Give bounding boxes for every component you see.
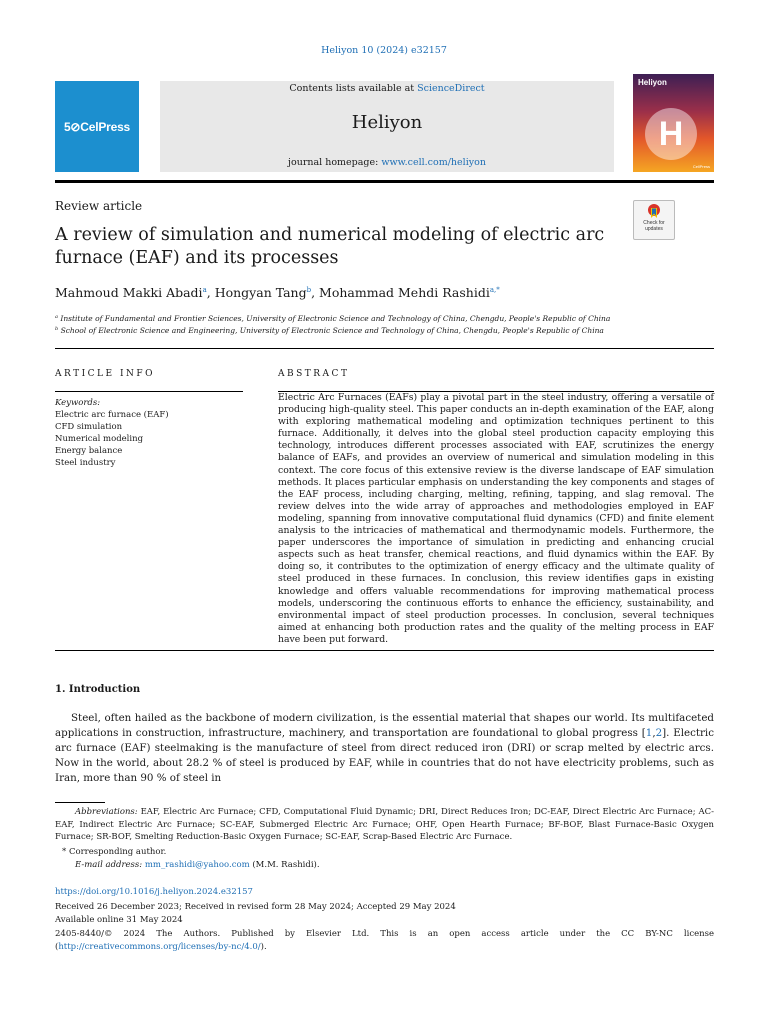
affiliation-a	[55, 314, 610, 323]
affiliation-mark: b	[55, 326, 59, 332]
abstract-text: Electric Arc Furnaces (EAFs) play a pivotal part in the steel industry, offering a versatile of producing high-quality steel. This paper conducts an in-depth examination of the EAF, along with exploring mathematical modeling and optimization techniques pertinent to this furnace. Additionally, it delves into the global steel production capacity employing this technology, introduces different processes associated with EAF, scrutinizes the energy balance of EAFs, and provides an overview of numerical and simulation modeling in this context. The core focus of this extensive review is the diverse landscape of EAF simulation methods. It places particular emphasis on understanding the key components and stages of the EAF process, including charging, melting, refining, tapping, and slag removal. The review delves into the wide array of approaches and methodologies employed in EAF modeling, spanning from innovative computational fluid dynamics (CFD) and finite element analysis to the intricacies of mathematical and thermodynamic models. Furthermore, the paper underscores the importance of simulation in predicting and enhancing crucial aspects such as heat transfer, chemical reactions, and fluid dynamics within the EAF. By doing so, it contributes to the optimization of energy efficacy and the ultimate quality of steel produced in these furnaces. In conclusion, this review identifies gaps in existing knowledge and offers valuable recommendations for improving mathematical process models, underscoring the continuous efforts to enhance the efficiency, sustainability, and environmental impact of steel production processes. In conclusion, several techniques aimed at enhancing both production rates and the quality of the melting process in EAF have been put forward.	[278, 392, 714, 645]
divider	[55, 391, 243, 392]
homepage-line	[160, 157, 614, 168]
cover-footer: CellPress	[692, 164, 710, 169]
email-link[interactable]: mm_rashidi@yahoo.com	[144, 860, 250, 870]
citation-separator: ,	[652, 727, 656, 739]
cover-letter: H	[658, 114, 684, 153]
divider	[55, 650, 714, 651]
keywords-block	[55, 397, 169, 469]
author-affil-mark[interactable]: a	[202, 286, 207, 294]
keyword: Numerical modeling	[55, 434, 144, 444]
license-link[interactable]: http://creativecommons.org/licenses/by-nc/4.0/	[58, 941, 261, 952]
journal-name: Heliyon	[351, 112, 423, 133]
author-name[interactable]: Hongyan Tang	[214, 285, 307, 300]
divider	[55, 348, 714, 349]
abbreviations-text: EAF, Electric Arc Furnace; CFD, Computational Fluid Dynamic; DRI, Direct Reduces Iron; DC-EAF, Direct Electric Arc Furnace; AC-EAF, Indirect Electric Arc Furnace; SC-EAF, Submerged Electric Arc Furnace; OHF, Open Hearth Furnace; BF-BOF, Blast Furnace-Basic Oxygen Furnace; SR-BOF, Smelting Reduction-Basic Oxygen Furnace; SC-EAF, Scrap-Based Electric Arc Furnace.	[55, 807, 714, 842]
check-for-updates-button[interactable]	[633, 200, 675, 240]
sciencedirect-link[interactable]: ScienceDirect	[417, 83, 485, 94]
email-line	[75, 860, 320, 870]
author-name[interactable]: Mahmoud Makki Abadi	[55, 285, 203, 300]
journal-cover[interactable]	[633, 74, 714, 172]
corresponding-author-note: * Corresponding author.	[62, 847, 167, 857]
journal-reference[interactable]: Heliyon 10 (2024) e32157	[321, 45, 447, 56]
author-affil-mark[interactable]: b	[306, 286, 312, 294]
author-separator: ,	[311, 285, 320, 300]
intro-text-part: Steel, often hailed as the backbone of modern civilization, is the essential material that shapes our world. Its multifaceted applications in construction, infrastructure, machinery, and transportation are foundational to global progress [	[55, 712, 714, 739]
keyword: CFD simulation	[55, 422, 123, 432]
affiliation-b	[55, 326, 604, 335]
license-end: ).	[260, 941, 267, 952]
check-updates-line-2: updates	[645, 226, 663, 232]
author-separator: ,	[206, 285, 215, 300]
cover-title: Heliyon	[638, 78, 667, 87]
footnote-rule	[55, 802, 105, 803]
author-affil-mark[interactable]: a,*	[489, 286, 500, 294]
affiliation-text: School of Electronic Science and Engineering, University of Electronic Science and Technology of China, Chengdu, People's Republic of China	[60, 326, 604, 335]
doi-link[interactable]: https://doi.org/10.1016/j.heliyon.2024.e32157	[55, 887, 253, 897]
author-name[interactable]: Mohammad Mehdi Rashidi	[319, 285, 490, 300]
affiliation-mark: a	[55, 314, 58, 320]
section-heading: 1. Introduction	[55, 684, 141, 695]
homepage-prefix: journal homepage:	[288, 157, 382, 168]
cellpress-logo	[55, 81, 139, 172]
abstract-heading: ABSTRACT	[278, 369, 350, 379]
author-list	[55, 285, 500, 300]
cover-emblem	[645, 108, 697, 160]
header-rule	[55, 180, 714, 183]
affiliation-text: Institute of Fundamental and Frontier Sciences, University of Electronic Science and Technology of China, Chengdu, People's Republic of China	[60, 314, 611, 323]
homepage-link[interactable]: www.cell.com/heliyon	[381, 157, 486, 168]
keywords-label: Keywords:	[55, 398, 101, 408]
abbreviations-footnote	[55, 806, 714, 844]
contents-line	[160, 83, 614, 94]
email-suffix: (M.M. Rashidi).	[249, 860, 320, 870]
article-title: A review of simulation and numerical modeling of electric arc furnace (EAF) and its processes	[55, 225, 605, 268]
abbreviations-label: Abbreviations:	[75, 807, 138, 817]
intro-text-part: ]. Electric arc furnace (EAF) steelmaking is the manufacture of steel from direct reduced iron (DRI) or scrap melted by electric arcs. Now in the world, about 28.2 % of steel is produced by EAF, while in countries that do not have electricity problems, such as Iran, more than 90 % of steel in	[55, 727, 714, 784]
keyword: Electric arc furnace (EAF)	[55, 410, 169, 420]
received-dates: Received 26 December 2023; Received in revised form 28 May 2024; Accepted 29 May 2024	[55, 902, 456, 912]
email-label: E-mail address:	[75, 860, 143, 870]
intro-paragraph	[55, 711, 714, 786]
license-statement	[55, 928, 714, 953]
bookmark-icon	[647, 204, 661, 220]
article-info-heading: ARTICLE INFO	[55, 369, 156, 379]
check-updates-line-1: Check for	[643, 220, 665, 226]
article-type: Review article	[55, 199, 143, 213]
license-text: 2405-8440/© 2024 The Authors. Published by Elsevier Ltd. This is an open access article under the CC BY-NC license (	[55, 929, 714, 952]
contents-prefix: Contents lists available at	[289, 83, 418, 94]
online-date: Available online 31 May 2024	[55, 915, 183, 925]
keyword: Energy balance	[55, 446, 123, 456]
citation-link[interactable]: 1	[645, 727, 653, 739]
keyword: Steel industry	[55, 458, 116, 468]
citation-link[interactable]: 2	[655, 727, 663, 739]
cellpress-logo-text: 5⊘CelPress	[63, 119, 131, 134]
